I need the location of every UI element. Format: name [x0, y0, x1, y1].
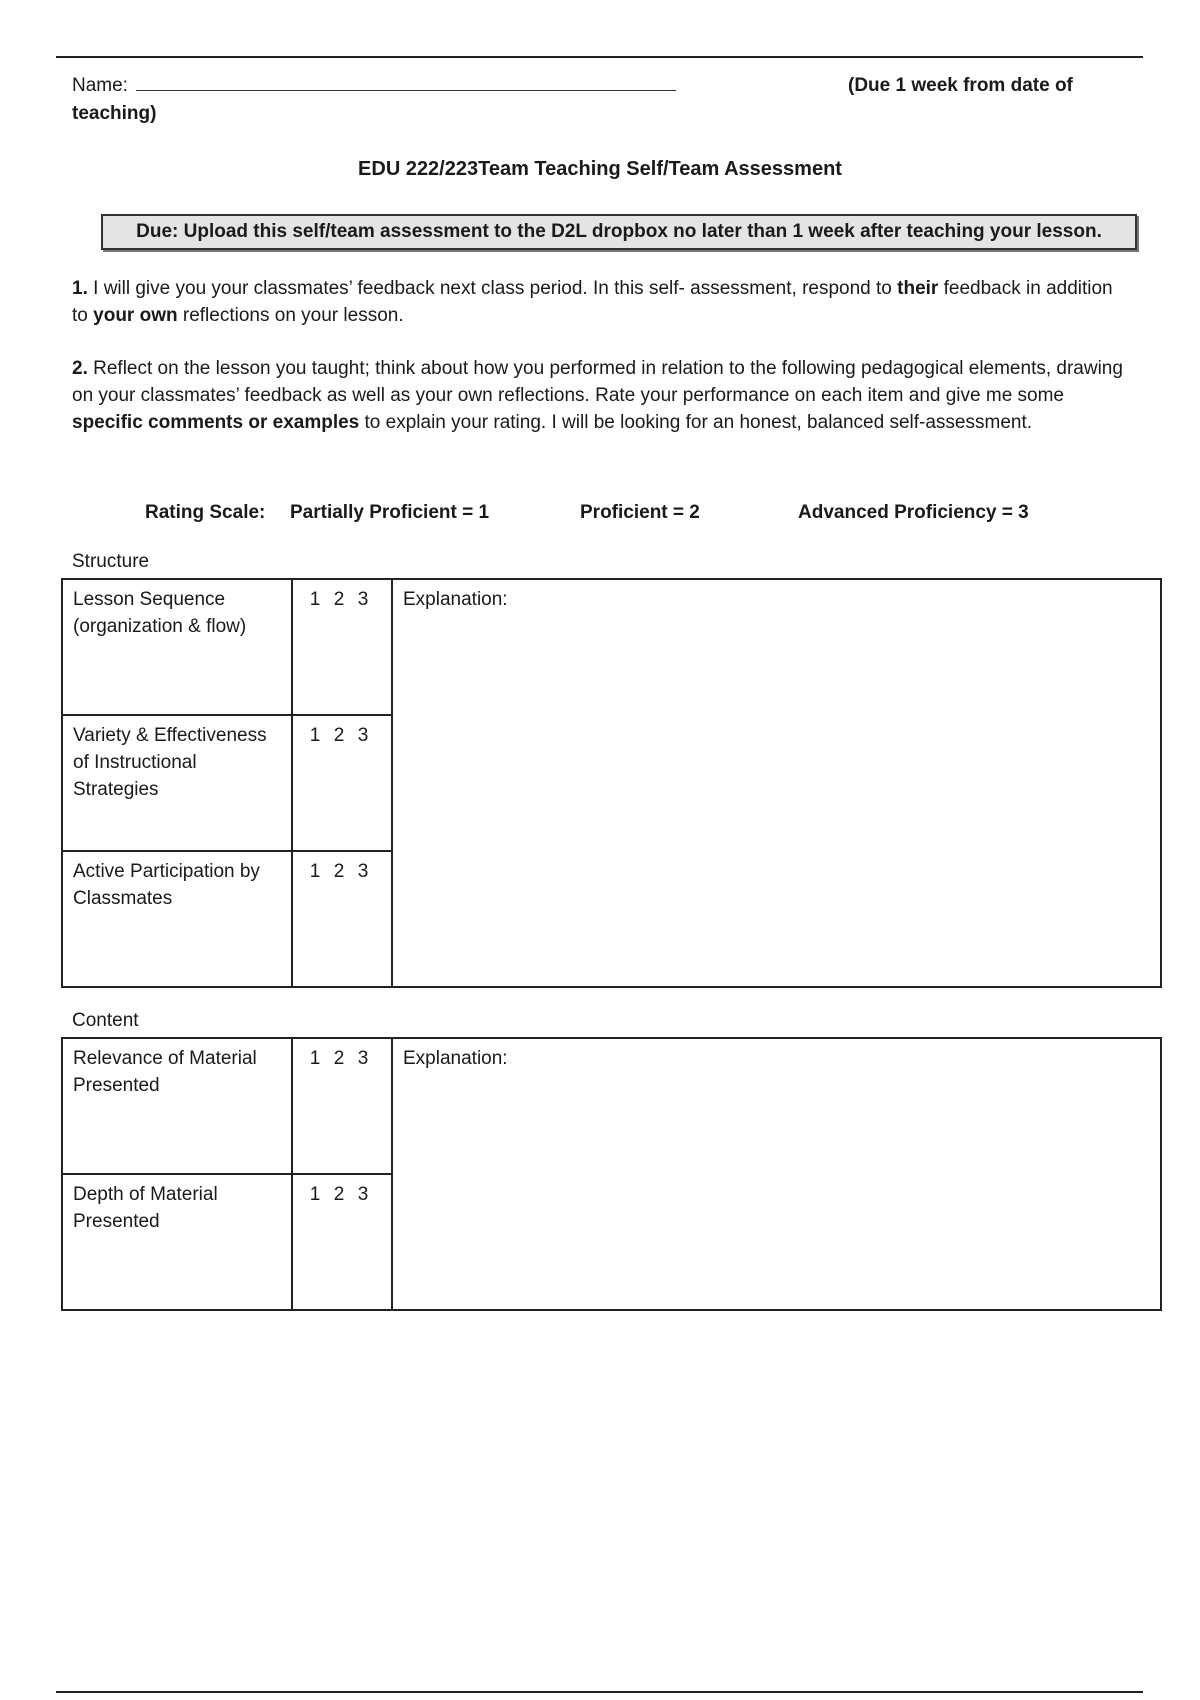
- score-1[interactable]: 1: [309, 589, 321, 610]
- content-table: [61, 1037, 1162, 1311]
- instruction-1-bold-a: their: [897, 278, 939, 299]
- table-row: [62, 1038, 1161, 1174]
- score-3[interactable]: 3: [357, 1048, 369, 1069]
- instruction-1: [72, 275, 1132, 329]
- score-3[interactable]: 3: [357, 1184, 369, 1205]
- content-explanation-cell[interactable]: [392, 1038, 1161, 1310]
- table-row: [62, 579, 1161, 715]
- name-label: Name:: [72, 75, 128, 96]
- instruction-1-bold-b: your own: [93, 305, 178, 326]
- criterion-depth: Depth of Material Presented: [62, 1174, 292, 1310]
- score-options[interactable]: [292, 851, 392, 987]
- score-1[interactable]: 1: [309, 1048, 321, 1069]
- structure-explanation-cell[interactable]: [392, 579, 1161, 987]
- structure-table: [61, 578, 1162, 988]
- score-3[interactable]: 3: [357, 861, 369, 882]
- due-note: (Due 1 week from date of: [848, 75, 1073, 96]
- score-2[interactable]: 2: [333, 1048, 345, 1069]
- score-2[interactable]: 2: [333, 725, 345, 746]
- top-rule: [56, 56, 1143, 58]
- rating-scale: [0, 502, 1200, 532]
- instruction-1-text-b: feedback in addition to: [72, 278, 1113, 326]
- criterion-lesson-sequence: Lesson Sequence (organization & flow): [62, 579, 292, 715]
- rating-level-3: Advanced Proficiency = 3: [798, 502, 1029, 523]
- score-options[interactable]: [292, 1174, 392, 1310]
- instruction-2-number: 2.: [72, 358, 88, 379]
- instruction-1-number: 1.: [72, 278, 88, 299]
- content-section-label: Content: [72, 1010, 139, 1031]
- page-title: EDU 222/223Team Teaching Self/Team Assessment: [358, 158, 842, 180]
- criterion-relevance: Relevance of Material Presented: [62, 1038, 292, 1174]
- score-1[interactable]: 1: [309, 861, 321, 882]
- instruction-2: [72, 355, 1132, 436]
- score-3[interactable]: 3: [357, 725, 369, 746]
- criterion-active-participation: Active Participation by Classmates: [62, 851, 292, 987]
- instruction-2-bold-a: specific comments or examples: [72, 412, 360, 433]
- score-2[interactable]: 2: [333, 589, 345, 610]
- rating-scale-label: Rating Scale:: [145, 502, 266, 523]
- explanation-label: Explanation:: [403, 1048, 508, 1069]
- criterion-instructional-strategies: Variety & Effectiveness of Instructional Strategies: [62, 715, 292, 851]
- score-2[interactable]: 2: [333, 861, 345, 882]
- score-options[interactable]: [292, 579, 392, 715]
- instruction-1-text-a: I will give you your classmates’ feedback next class period. In this self- assessment, respond to: [93, 278, 892, 299]
- explanation-label: Explanation:: [403, 589, 508, 610]
- score-options[interactable]: [292, 715, 392, 851]
- score-3[interactable]: 3: [357, 589, 369, 610]
- score-1[interactable]: 1: [309, 1184, 321, 1205]
- rating-level-1: Partially Proficient = 1: [290, 502, 490, 523]
- name-row: [72, 72, 1082, 99]
- instruction-1-text-c: reflections on your lesson.: [182, 305, 404, 326]
- due-banner: Due: Upload this self/team assessment to the D2L dropbox no later than 1 week after teaching your lesson.: [101, 214, 1137, 250]
- instruction-2-text-b: to explain your rating. I will be looking for an honest, balanced self-assessment.: [364, 412, 1033, 433]
- bottom-rule: [56, 1691, 1143, 1693]
- structure-section-label: Structure: [72, 551, 150, 572]
- rating-level-2: Proficient = 2: [580, 502, 700, 523]
- name-blank-line[interactable]: [136, 76, 676, 91]
- score-2[interactable]: 2: [333, 1184, 345, 1205]
- due-note-continued: teaching): [72, 103, 157, 124]
- score-options[interactable]: [292, 1038, 392, 1174]
- instruction-2-text-a: Reflect on the lesson you taught; think about how you performed in relation to the following pedagogical elements, drawing on your classmates’ feedback as well as your own reflections. Rate your performance on each item and give me some: [72, 358, 1123, 406]
- score-1[interactable]: 1: [309, 725, 321, 746]
